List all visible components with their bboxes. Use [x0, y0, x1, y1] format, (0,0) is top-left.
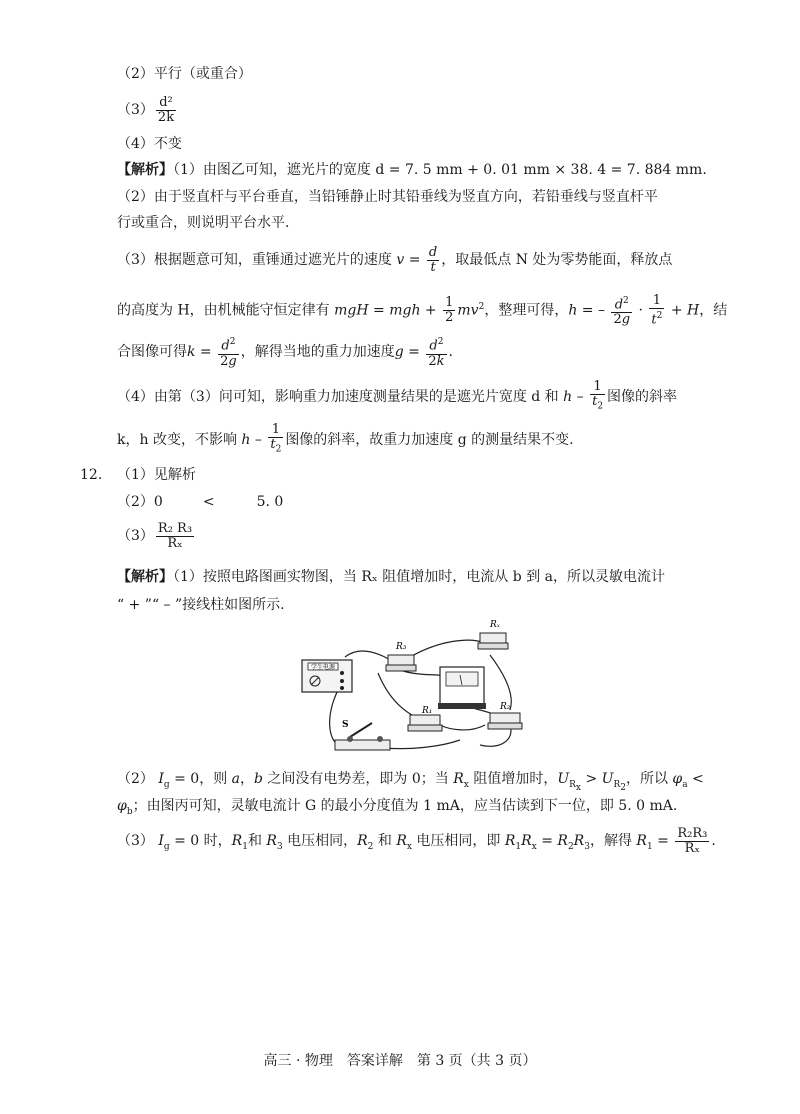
r2-label: R₂ — [500, 702, 511, 712]
q12-explanation-2a: （2） $I_g = 0$，则 a，b 之间没有电势差，即为 0；当 $R_x$ 阻值增加时，$U_{R_x} > U_{R_2}$，所以 $\varphi_a$ < — [117, 771, 704, 793]
q12-explanation-1a: 【解析】（1）按照电路图画实物图，当 Rₓ 阻值增加时，电流从 b 到 a，所以灵敏电流计 — [117, 569, 665, 585]
answer-label: （3） — [117, 102, 154, 118]
q11-explanation-3c: 合图像可得k = $\frac{d^2}{2g}$ ，解得当地的重力加速度g = $\frac{d^2}{2k}$ . — [117, 337, 453, 369]
wire — [385, 740, 460, 749]
numerator: R₂R₃ — [677, 825, 708, 841]
wire — [330, 683, 345, 748]
q12-answer-2: （2）0 < 5. 0 — [117, 494, 284, 510]
q12-answer-1: （1）见解析 — [117, 467, 196, 483]
resistor-r3 — [386, 642, 416, 671]
denominator: Rₓ — [684, 840, 700, 856]
q11-explanation-4a: （4）由第（3）问可知，影响重力加速度测量结果的是遮光片宽度 d 和 h – $\frac{1}{t_2}$ 图像的斜率 — [117, 379, 678, 412]
r3-label: R₃ — [396, 642, 407, 652]
denominator: 2k — [157, 109, 175, 125]
wire — [410, 640, 485, 657]
resistor-r2 — [488, 702, 522, 729]
q11-explanation-2b: 行或重合，则说明平台水平. — [117, 215, 290, 231]
q12-number: 12. — [80, 467, 103, 483]
analysis-tag: 【解析】 — [117, 569, 173, 585]
wire — [378, 673, 412, 715]
r1-label: R₁ — [422, 706, 433, 716]
denominator: Rₓ — [167, 535, 183, 551]
numerator: R₂ R₃ — [157, 520, 193, 536]
q11-explanation-4b: k，h 改变，不影响 h – $\frac{1}{t_2}$ 图像的斜率，故重力加速度 g 的测量结果不变. — [117, 422, 574, 455]
switch-label: S — [342, 720, 349, 730]
switch-s — [335, 720, 390, 750]
q12-explanation-1b: “ + ”“ – ”接线柱如图所示. — [117, 597, 285, 613]
power-supply-label: 学生电源 — [310, 664, 336, 671]
resistor-r1 — [408, 706, 442, 731]
q11-answer-3 — [117, 95, 178, 125]
resistor-rx — [478, 620, 508, 649]
q11-answer-4: （4）不变 — [117, 136, 182, 152]
rx-label: Rₓ — [490, 620, 500, 630]
q12-answer-3: （3） $\frac{\text{R₂ R₃}}{\text{Rₓ}}$ — [117, 520, 193, 551]
q11-explanation-3b: 的高度为 H，由机械能守恒定律有 mgH = mgh + $\frac{1}{2}$ $mv^2$，整理可得，h = – $\frac{d^2}{2g}$ · $\frac{1}{t^2}$ + H，结 — [117, 292, 728, 328]
analysis-tag: 【解析】 — [117, 162, 173, 178]
power-supply — [302, 660, 352, 692]
explanation-text: （1）由图乙可知，遮光片的宽度 d = 7. 5 mm + 0. 01 mm × 38. 4 = 7. 884 mm. — [173, 162, 707, 178]
q11-explanation-1 — [117, 160, 707, 180]
numerator: d² — [156, 96, 176, 111]
q12-explanation-3: （3） $I_g = 0$ 时，$R_1$和 $R_3$ 电压相同，$R_2$ 和 $R_x$ 电压相同，即 $R_1R_x = R_2R_3$，解得 $R_1$ = $\frac{\text{R₂R₃}}{\text{Rₓ}}$ . — [117, 825, 716, 856]
q11-explanation-2a: （2）由于竖直杆与平台垂直，当铅锤静止时其铅垂线为竖直方向，若铅垂线与竖直杆平 — [117, 189, 658, 205]
q11-explanation-3a: （3）根据题意可知，重锤通过遮光片的速度 v = $\frac{d}{t}$ ，取最低点 N 处为零势能面，释放点 — [117, 244, 673, 275]
page-footer: 高三 · 物理 答案详解 第 3 页（共 3 页） — [263, 1053, 537, 1069]
galvanometer — [438, 667, 486, 709]
circuit-diagram-figure — [300, 615, 540, 760]
q11-answer-2: （2）平行（或重合） — [117, 66, 252, 82]
q12-explanation-2b: $\varphi_b$；由图丙可知，灵敏电流计 G 的最小分度值为 1 mA，应当估读到下一位，即 5. 0 mA. — [117, 798, 678, 817]
wire — [440, 725, 485, 730]
fraction — [156, 96, 176, 125]
